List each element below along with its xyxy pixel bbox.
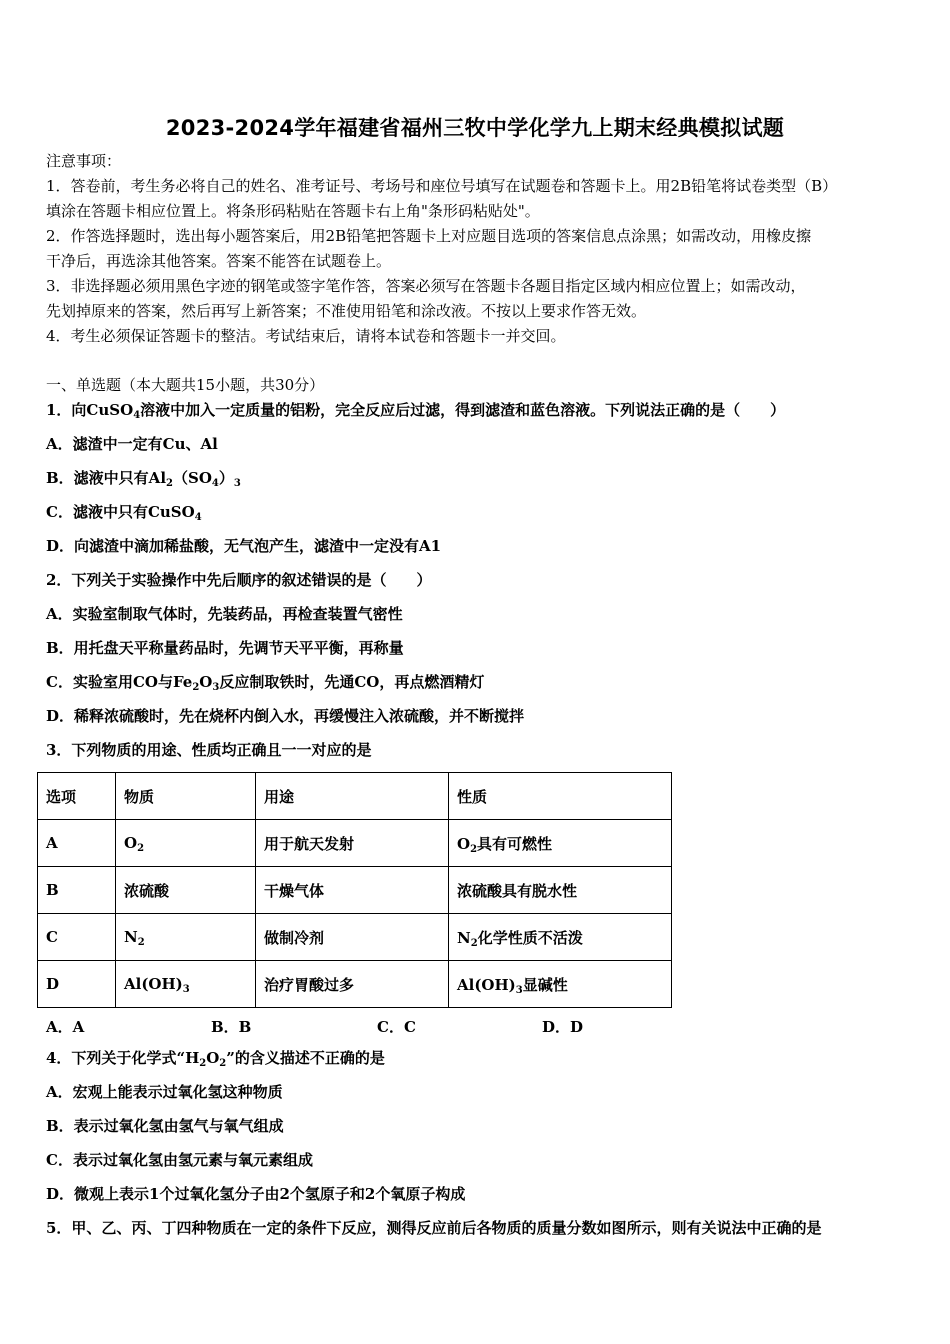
use-cell: 做制冷剂 [256, 914, 449, 961]
notice-item: 填涂在答题卡相应位置上。将条形码粘贴在答题卡右上角"条形码粘贴处"。 [46, 202, 540, 220]
q3-option-b[interactable]: B．B [211, 1018, 252, 1036]
q2-option-b[interactable]: B．用托盘天平称量药品时，先调节天平平衡，再称量 [46, 639, 404, 657]
q4-option-b[interactable]: B．表示过氧化氢由氢气与氧气组成 [46, 1117, 284, 1135]
notice-item: 先划掉原来的答案，然后再写上新答案；不准使用铅笔和涂改液。不按以上要求作答无效。 [46, 302, 647, 320]
notice-item: 3．非选择题必须用黑色字迹的钢笔或签字笔作答，答案必须写在答题卡各题目指定区域内相应位置上；如需改动， [46, 277, 806, 295]
q3-option-c[interactable]: C．C [377, 1018, 416, 1036]
q1-option-a[interactable]: A．滤渣中一定有Cu、Al [46, 435, 218, 453]
q1-option-b[interactable]: B．滤液中只有$Al_2(SO_4)_3$ [46, 469, 241, 489]
section-heading: 一、单选题（本大题共15小题，共30分） [46, 376, 325, 394]
use-cell: 治疗胃酸过多 [256, 961, 449, 1008]
question-2-stem: 2．下列关于实验操作中先后顺序的叙述错误的是（ ） [46, 571, 432, 589]
question-3-stem: 3．下列物质的用途、性质均正确且一一对应的是 [46, 741, 372, 759]
q2-option-d[interactable]: D．稀释浓硫酸时，先在烧杯内倒入水，再缓慢注入浓硫酸，并不断搅拌 [46, 707, 525, 725]
substance-cell: 浓硫酸 [116, 867, 256, 914]
q2-option-a[interactable]: A．实验室制取气体时，先装药品，再检查装置气密性 [46, 605, 403, 623]
substance-cell: $Al(OH)_3$ [116, 961, 256, 1008]
substance-cell: $O_2$ [116, 820, 256, 867]
option-cell: C [38, 914, 116, 961]
property-cell: $O_2$具有可燃性 [449, 820, 672, 867]
page-title: 2023-2024学年福建省福州三牧中学化学九上期末经典模拟试题 [165, 116, 785, 140]
q2-option-c[interactable]: C．实验室用CO与$Fe_2O_3$反应制取铁时，先通CO，再点燃酒精灯 [46, 673, 485, 693]
table-row [38, 867, 672, 914]
q4-option-d[interactable]: D．微观上表示1个过氧化氢分子由2个氢原子和2个氧原子构成 [46, 1185, 466, 1203]
property-cell: 浓硫酸具有脱水性 [449, 867, 672, 914]
table-header-cell: 选项 [38, 773, 116, 820]
table-row [38, 914, 672, 961]
substance-cell: $N_2$ [116, 914, 256, 961]
q1-option-d[interactable]: D．向滤渣中滴加稀盐酸，无气泡产生，滤渣中一定没有A1 [46, 537, 442, 555]
table-row [38, 820, 672, 867]
property-cell: $N_2$化学性质不活泼 [449, 914, 672, 961]
option-cell: B [38, 867, 116, 914]
option-cell: D [38, 961, 116, 1008]
question-1-stem: 1．向CuSO$_4$溶液中加入一定质量的铝粉，完全反应后过滤，得到滤渣和蓝色溶液。下列说法正确的是（ ） [46, 401, 786, 421]
use-cell: 用于航天发射 [256, 820, 449, 867]
table-header-row [38, 773, 672, 820]
table-row [38, 961, 672, 1008]
q3-option-a[interactable]: A．A [46, 1018, 85, 1036]
notice-item: 干净后，再选涂其他答案。答案不能答在试题卷上。 [46, 252, 392, 270]
q4-option-c[interactable]: C．表示过氧化氢由氢元素与氧元素组成 [46, 1151, 313, 1169]
option-cell: A [38, 820, 116, 867]
question-5-stem: 5．甲、乙、丙、丁四种物质在一定的条件下反应，测得反应前后各物质的质量分数如图所示，则有关说法中正确的是 [46, 1219, 822, 1237]
q3-table [37, 772, 672, 1008]
notice-item: 4．考生必须保证答题卡的整洁。考试结束后，请将本试卷和答题卡一并交回。 [46, 327, 566, 345]
q1-option-c[interactable]: C．滤液中只有CuSO$_4$ [46, 503, 202, 523]
use-cell: 干燥气体 [256, 867, 449, 914]
notice-item: 1．答卷前，考生务必将自己的姓名、准考证号、考场号和座位号填写在试题卷和答题卡上。用2B铅笔将试卷类型（B） [46, 177, 838, 195]
table-header-cell: 性质 [449, 773, 672, 820]
property-cell: $Al(OH)_3$显碱性 [449, 961, 672, 1008]
notice-heading: 注意事项： [46, 152, 122, 170]
q4-option-a[interactable]: A．宏观上能表示过氧化氢这种物质 [46, 1083, 283, 1101]
question-4-stem: 4．下列关于化学式“$H_2O_2$”的含义描述不正确的是 [46, 1049, 385, 1069]
table-header-cell: 用途 [256, 773, 449, 820]
q3-option-d[interactable]: D．D [542, 1018, 584, 1036]
table-header-cell: 物质 [116, 773, 256, 820]
notice-item: 2．作答选择题时，选出每小题答案后，用2B铅笔把答题卡上对应题目选项的答案信息点涂黑；如需改动，用橡皮擦 [46, 227, 812, 245]
